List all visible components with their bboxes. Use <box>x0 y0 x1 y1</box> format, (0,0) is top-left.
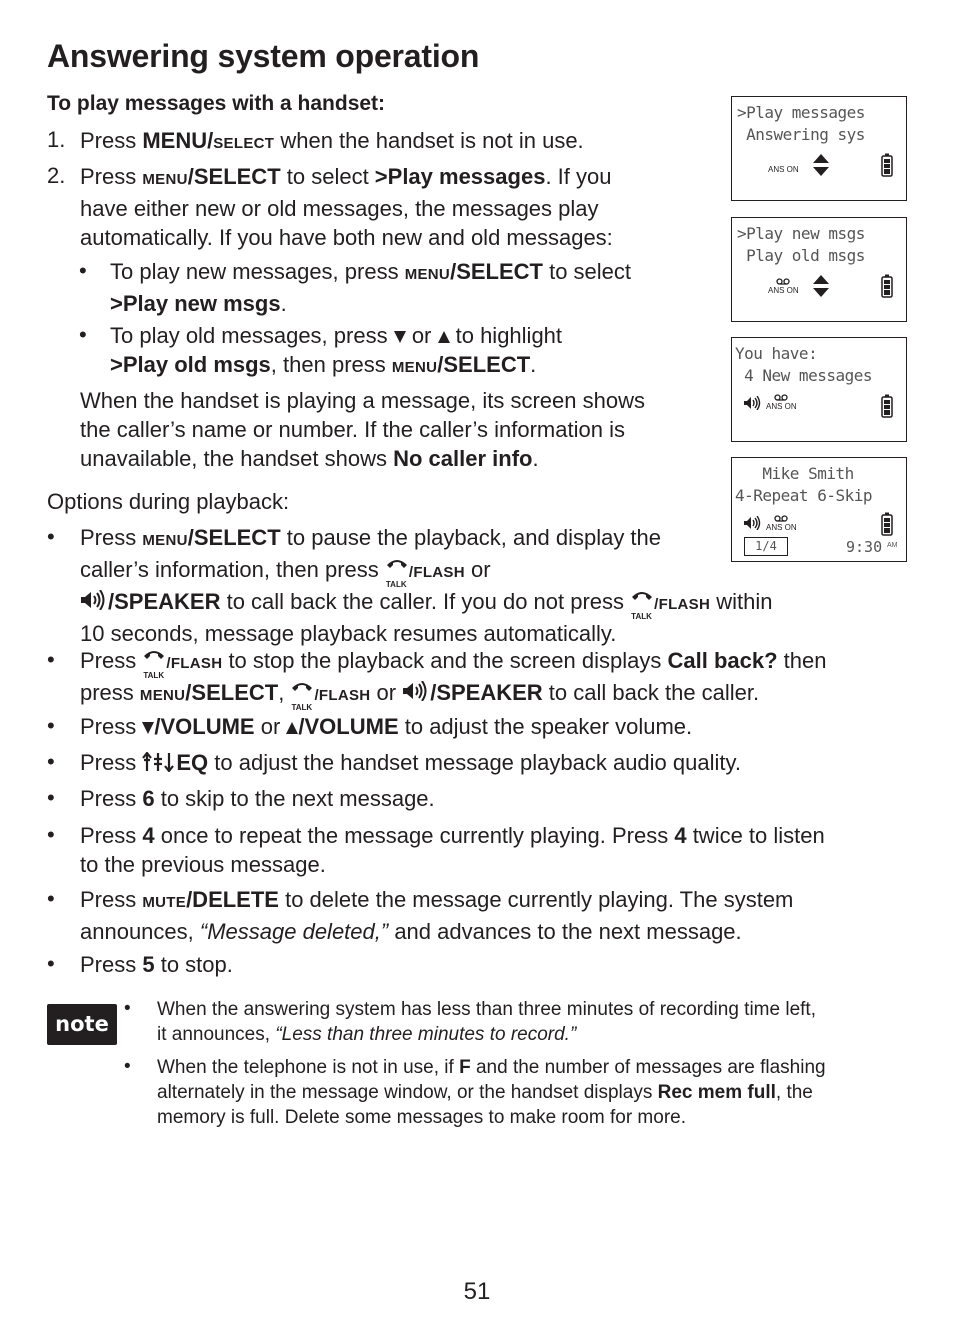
option-text: Press <box>80 648 143 673</box>
handset-screen-new-old <box>731 217 907 322</box>
option-text: within <box>710 589 773 614</box>
talk-phone-icon <box>630 589 654 621</box>
key-6: 6 <box>142 786 155 811</box>
volume-key: /VOLUME <box>298 714 399 739</box>
flash-key: /FLASH <box>654 596 711 613</box>
bullet: • <box>47 749 55 774</box>
bullet: • <box>47 713 55 738</box>
option-text: to call back the caller. <box>542 680 760 705</box>
select-key: /SELECT <box>185 680 279 705</box>
menu-option: >Play messages <box>374 164 546 189</box>
talk-phone-icon <box>385 557 409 589</box>
select-key: SELECT <box>213 135 275 152</box>
bullet-text: . <box>530 352 537 377</box>
talk-phone-icon <box>290 680 314 712</box>
note-text: memory is full. Delete some messages to make room for more. <box>157 1107 687 1128</box>
battery-icon <box>881 274 893 298</box>
option-text: Press <box>80 525 143 550</box>
bullet: • <box>124 1056 131 1077</box>
option-text: to delete the message currently playing. The system <box>278 887 794 912</box>
voicemail-icon <box>776 278 790 285</box>
up-arrow-icon <box>286 721 298 735</box>
flash-key: /FLASH <box>408 564 465 581</box>
bullet-text: or <box>405 323 438 348</box>
option-stop <box>80 950 233 979</box>
bullet: • <box>79 258 87 283</box>
key-4: 4 <box>142 823 155 848</box>
speaker-key: /SPEAKER <box>108 589 221 614</box>
option-text: caller’s information, then press <box>80 557 385 582</box>
message-counter: 1/4 <box>744 537 788 556</box>
scroll-arrows-icon <box>812 153 830 177</box>
menu-option: >Play new msgs <box>110 291 281 316</box>
para-text: unavailable, the handset shows <box>80 446 394 471</box>
page-number: 51 <box>463 1278 491 1305</box>
display-message: Rec mem full <box>657 1082 776 1103</box>
bullet: • <box>47 822 55 847</box>
bullet: • <box>47 524 55 549</box>
option-stop-callback <box>80 646 826 710</box>
battery-icon <box>881 394 893 418</box>
bullet: • <box>47 647 55 672</box>
handset-screen-caller <box>731 457 907 562</box>
select-key: /SELECT <box>187 164 281 189</box>
speaker-key: /SPEAKER <box>430 680 543 705</box>
note-text: and the number of messages are flashing <box>470 1057 826 1078</box>
option-text: press <box>80 680 140 705</box>
step-2 <box>80 162 613 252</box>
option-repeat <box>80 821 825 879</box>
sub-bullet-new <box>110 257 631 318</box>
note-text: it announces, <box>157 1024 276 1045</box>
talk-label: TALK <box>291 703 313 712</box>
bullet-text: To play old messages, press <box>110 323 394 348</box>
scroll-arrows-icon <box>812 274 830 298</box>
step-text: to select <box>280 164 375 189</box>
down-arrow-icon <box>142 721 154 735</box>
menu-key: MENU <box>142 532 188 549</box>
step-text: when the handset is not in use. <box>274 128 584 153</box>
bullet-text: . <box>280 291 287 316</box>
flash-key: /FLASH <box>166 655 223 672</box>
option-text: then <box>777 648 827 673</box>
up-arrow-icon <box>438 330 450 344</box>
option-text: Press <box>80 750 143 775</box>
screen-line: Mike Smith <box>735 464 854 483</box>
option-text: to call back the caller. If you do not press <box>220 589 631 614</box>
para-text: the caller’s name or number. If the caller’s information is <box>80 417 625 442</box>
option-text: 10 seconds, message playback resumes automatically. <box>80 621 617 646</box>
display-message: Call back? <box>667 648 778 673</box>
ans-on-indicator: ANS ON <box>768 165 799 174</box>
screen-line: >Play messages <box>737 103 865 122</box>
screen-line: 4 New messages <box>735 366 872 385</box>
sub-bullet-old <box>110 321 562 382</box>
option-text: Press <box>80 887 143 912</box>
bullet: • <box>47 785 55 810</box>
menu-key: MENU <box>139 687 186 704</box>
option-text: once to repeat the message currently playing. Press <box>154 823 675 848</box>
section-subtitle: To play messages with a handset: <box>47 92 386 115</box>
option-text: twice to listen <box>686 823 825 848</box>
talk-label: TALK <box>143 671 165 680</box>
page-title: Answering system operation <box>47 38 480 74</box>
note-text: , the <box>775 1082 813 1103</box>
ans-on-indicator: ANS ON <box>766 402 797 411</box>
speaker-icon <box>402 681 430 701</box>
menu-option: >Play old msgs <box>110 352 271 377</box>
menu-key: MENU <box>404 266 451 283</box>
voicemail-icon <box>774 394 788 401</box>
para-text: . <box>532 446 539 471</box>
volume-key: /VOLUME <box>154 714 255 739</box>
option-text: to skip to the next message. <box>154 786 435 811</box>
option-text: or <box>464 557 491 582</box>
option-text: , <box>278 680 291 705</box>
bullet: • <box>124 998 131 1019</box>
option-skip <box>80 784 435 813</box>
screen-line: 4-Repeat 6-Skip <box>735 486 872 505</box>
menu-key: MENU/ <box>142 128 214 153</box>
screen-line: >Play new msgs <box>737 224 865 243</box>
display-message: F <box>459 1057 471 1078</box>
delete-key: /DELETE <box>186 887 279 912</box>
handset-screen-play-messages <box>731 96 907 201</box>
option-text: Press <box>80 714 143 739</box>
option-text: to adjust the handset message playback audio quality. <box>208 750 741 775</box>
para-text: When the handset is playing a message, its screen shows <box>80 388 645 413</box>
options-label: Options during playback: <box>47 489 290 514</box>
clock-time: 9:30 <box>846 538 883 556</box>
note-text: When the answering system has less than three minutes of recording time left, <box>157 999 816 1020</box>
screen-line: Answering sys <box>737 125 865 144</box>
option-volume <box>80 712 692 741</box>
note-item-2 <box>157 1055 826 1130</box>
ans-on-indicator: ANS ON <box>768 286 799 295</box>
speaker-icon <box>80 590 108 610</box>
battery-icon <box>881 153 893 177</box>
talk-label: TALK <box>385 580 407 589</box>
step-number: 1. <box>47 127 66 152</box>
bullet-text: to select <box>542 259 632 284</box>
select-key: /SELECT <box>187 525 281 550</box>
option-text: or <box>254 714 287 739</box>
option-delete <box>80 885 793 946</box>
menu-key: MENU <box>142 171 188 188</box>
step-1 <box>80 126 584 158</box>
battery-icon <box>881 512 893 536</box>
option-text: to the previous message. <box>80 852 326 877</box>
bullet-text: to highlight <box>449 323 563 348</box>
talk-phone-icon <box>142 648 166 680</box>
down-arrow-icon <box>394 330 406 344</box>
bullet: • <box>47 886 55 911</box>
option-text: or <box>370 680 403 705</box>
option-pause <box>80 523 772 648</box>
screen-line: Play old msgs <box>737 246 865 265</box>
speaker-icon <box>743 396 763 410</box>
equalizer-icon <box>142 752 176 772</box>
step-number: 2. <box>47 163 66 188</box>
option-text: to adjust the speaker volume. <box>398 714 693 739</box>
select-key: /SELECT <box>437 352 531 377</box>
screen-line: You have: <box>735 344 818 363</box>
flash-key: /FLASH <box>314 687 371 704</box>
option-text: announces, <box>80 919 200 944</box>
mute-key: MUTE <box>142 894 187 911</box>
bullet-text: , then press <box>270 352 392 377</box>
step-text: . If you <box>545 164 612 189</box>
announcement-text: “Less than three minutes to record.” <box>275 1024 577 1045</box>
select-key: /SELECT <box>450 259 543 284</box>
key-5: 5 <box>142 952 155 977</box>
playing-paragraph <box>80 386 645 473</box>
step-text: Press <box>80 164 143 189</box>
note-item-1 <box>157 997 816 1047</box>
clock-ampm: AM <box>887 542 898 549</box>
option-text: to stop. <box>154 952 233 977</box>
bullet: • <box>47 951 55 976</box>
note-text: alternately in the message window, or the handset displays <box>157 1082 658 1103</box>
option-text: Press <box>80 823 143 848</box>
bullet-text: To play new messages, press <box>110 259 405 284</box>
option-text: and advances to the next message. <box>388 919 742 944</box>
bullet: • <box>79 322 87 347</box>
note-badge: note <box>47 1004 117 1045</box>
ans-on-indicator: ANS ON <box>766 523 797 532</box>
display-message: No caller info <box>393 446 533 471</box>
key-4: 4 <box>674 823 687 848</box>
handset-screen-you-have <box>731 337 907 442</box>
step-text: Press <box>80 128 143 153</box>
voicemail-icon <box>774 515 788 522</box>
talk-label: TALK <box>631 612 652 621</box>
option-text: Press <box>80 952 143 977</box>
option-eq <box>80 748 741 777</box>
option-text: Press <box>80 786 143 811</box>
option-text: to pause the playback, and display the <box>280 525 662 550</box>
step-text: automatically. If you have both new and old messages: <box>80 225 613 250</box>
eq-key: EQ <box>176 750 209 775</box>
option-text: to stop the playback and the screen displays <box>222 648 668 673</box>
speaker-icon <box>743 516 763 530</box>
menu-key: MENU <box>391 359 438 376</box>
note-text: When the telephone is not in use, if <box>157 1057 460 1078</box>
step-text: have either new or old messages, the messages play <box>80 196 599 221</box>
announcement-text: “Message deleted,” <box>199 919 389 944</box>
